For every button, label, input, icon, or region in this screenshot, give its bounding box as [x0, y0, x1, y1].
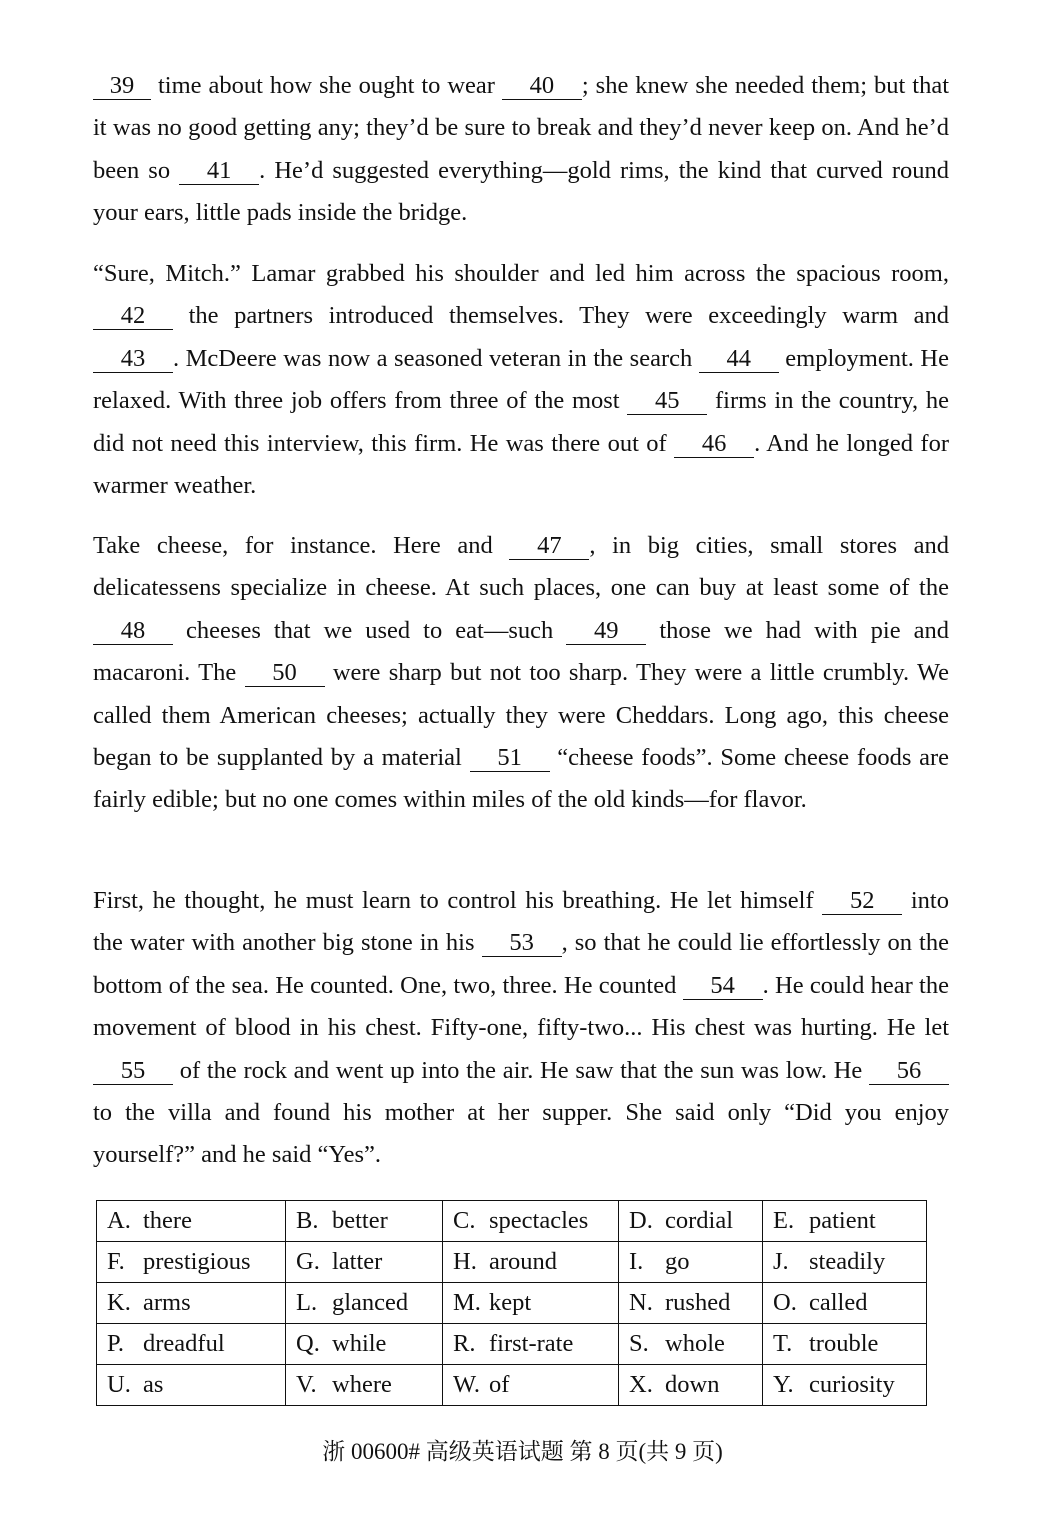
option-word: while: [332, 1330, 387, 1357]
option-word: whole: [665, 1330, 725, 1357]
answer-blank: 39: [93, 73, 151, 100]
option-word: rushed: [665, 1289, 731, 1316]
answer-blank: 53: [482, 930, 562, 957]
option-cell: [443, 1283, 619, 1324]
answer-blank: 56: [869, 1058, 949, 1085]
answer-blank: 54: [683, 973, 763, 1000]
answer-blank: 44: [699, 346, 779, 373]
answer-blank: 42: [93, 303, 173, 330]
option-cell: [97, 1201, 286, 1242]
option-letter: F.: [107, 1248, 125, 1275]
option-word: where: [332, 1371, 392, 1398]
option-letter: I.: [629, 1248, 644, 1275]
option-cell: [619, 1283, 763, 1324]
options-row: [97, 1201, 927, 1242]
option-cell: [97, 1365, 286, 1406]
option-letter: J.: [773, 1248, 789, 1275]
option-letter: T.: [773, 1330, 793, 1357]
answer-blank: 48: [93, 618, 173, 645]
option-word: kept: [489, 1289, 532, 1316]
option-word: steadily: [809, 1248, 886, 1275]
options-row: [97, 1242, 927, 1283]
answer-blank: 40: [502, 73, 582, 100]
option-cell: [443, 1324, 619, 1365]
option-letter: S.: [629, 1330, 649, 1357]
option-cell: [763, 1365, 927, 1406]
option-cell: [97, 1242, 286, 1283]
option-word: there: [143, 1207, 192, 1234]
option-word: spectacles: [489, 1207, 589, 1234]
option-letter: A.: [107, 1207, 131, 1234]
answer-blank: 45: [627, 388, 707, 415]
option-cell: [286, 1283, 443, 1324]
passage-paragraph: 39 time about how she ought to wear 40 ; she knew she needed them; but that it was no good getting any; they’d be sure to break and they’d never keep on. And he’d been so 41 . He’d suggested everything—gold rims, the kind that curved round your ears, little pads inside the bridge.: [93, 72, 949, 227]
option-letter: D.: [629, 1207, 653, 1234]
option-cell: [763, 1242, 927, 1283]
option-cell: [619, 1324, 763, 1365]
option-cell: [619, 1201, 763, 1242]
option-word: cordial: [665, 1207, 734, 1234]
option-cell: [97, 1283, 286, 1324]
option-cell: [443, 1201, 619, 1242]
passage-paragraph: Take cheese, for instance. Here and 47 , in big cities, small stores and delicatessens specialize in cheese. At such places, one can buy at least some of the 48 cheeses that we used to eat—such 49 those we had with pie and macaroni. The 50 were sharp but not too sharp. They were a little crumbly. We called them American cheeses; actually they were Cheddars. Long ago, this cheese began to be supplanted by a material 51 “cheese foods”. Some cheese foods are fairly edible; but no one comes within miles of the old kinds—for flavor.: [93, 532, 949, 814]
answer-blank: 46: [674, 431, 754, 458]
option-word: prestigious: [143, 1248, 251, 1275]
option-word: as: [143, 1371, 164, 1398]
option-word: trouble: [809, 1330, 879, 1357]
option-word: go: [665, 1248, 690, 1275]
option-letter: W.: [453, 1371, 481, 1398]
option-letter: B.: [296, 1207, 319, 1234]
option-letter: H.: [453, 1248, 477, 1275]
option-word: first-rate: [489, 1330, 574, 1357]
option-letter: Y.: [773, 1371, 794, 1398]
option-cell: [97, 1324, 286, 1365]
option-word: of: [489, 1371, 510, 1398]
option-cell: [286, 1324, 443, 1365]
option-word: patient: [809, 1207, 876, 1234]
option-word: down: [665, 1371, 720, 1398]
option-word: curiosity: [809, 1371, 895, 1398]
answer-blank: 52: [822, 888, 902, 915]
option-letter: P.: [107, 1330, 125, 1357]
option-cell: [763, 1201, 927, 1242]
option-letter: V.: [296, 1371, 317, 1398]
option-word: arms: [143, 1289, 191, 1316]
passage-paragraph: First, he thought, he must learn to control his breathing. He let himself 52 into the water with another big stone in his 53 , so that he could lie effortlessly on the bottom of the sea. He counted. One, two, three. He counted 54 . He could hear the movement of blood in his chest. Fifty-one, fifty-two... His chest was hurting. He let 55 of the rock and went up into the air. He saw that the sun was low. He 56 to the villa and found his mother at her supper. She said only “Did you enjoy yourself?” and he said “Yes”.: [93, 887, 949, 1169]
option-letter: R.: [453, 1330, 476, 1357]
option-word: latter: [332, 1248, 383, 1275]
option-letter: Q.: [296, 1330, 320, 1357]
passage-paragraph: “Sure, Mitch.” Lamar grabbed his shoulder and led him across the spacious room, 42 the partners introduced themselves. They were exceedingly warm and 43 . McDeere was now a seasoned veteran in the search 44 employment. He relaxed. With three job offers from three of the most 45 firms in the country, he did not need this interview, this firm. He was there out of 46 . And he longed for warmer weather.: [93, 260, 950, 500]
option-letter: L.: [296, 1289, 318, 1316]
answer-blank: 55: [93, 1058, 173, 1085]
page-footer: 浙 00600# 高级英语试题 第 8 页(共 9 页): [322, 1439, 723, 1464]
options-row: [97, 1365, 927, 1406]
answer-blank: 41: [179, 158, 259, 185]
option-word: around: [489, 1248, 558, 1275]
option-letter: X.: [629, 1371, 653, 1398]
option-letter: G.: [296, 1248, 320, 1275]
word-options-table: [96, 1200, 927, 1406]
options-row: [97, 1324, 927, 1365]
option-cell: [286, 1201, 443, 1242]
option-letter: M.: [453, 1289, 481, 1316]
option-letter: O.: [773, 1289, 797, 1316]
option-cell: [443, 1365, 619, 1406]
option-cell: [619, 1242, 763, 1283]
option-letter: E.: [773, 1207, 795, 1234]
answer-blank: 49: [566, 618, 646, 645]
answer-blank: 43: [93, 346, 173, 373]
options-row: [97, 1283, 927, 1324]
option-cell: [763, 1324, 927, 1365]
option-word: glanced: [332, 1289, 409, 1316]
option-letter: K.: [107, 1289, 131, 1316]
option-word: better: [332, 1207, 388, 1234]
option-cell: [763, 1283, 927, 1324]
option-word: dreadful: [143, 1330, 225, 1357]
option-cell: [619, 1365, 763, 1406]
option-word: called: [809, 1289, 868, 1316]
answer-blank: 51: [470, 745, 550, 772]
option-letter: U.: [107, 1371, 131, 1398]
option-cell: [286, 1365, 443, 1406]
answer-blank: 50: [245, 660, 325, 687]
option-letter: C.: [453, 1207, 476, 1234]
answer-blank: 47: [509, 533, 589, 560]
option-cell: [443, 1242, 619, 1283]
option-letter: N.: [629, 1289, 653, 1316]
option-cell: [286, 1242, 443, 1283]
